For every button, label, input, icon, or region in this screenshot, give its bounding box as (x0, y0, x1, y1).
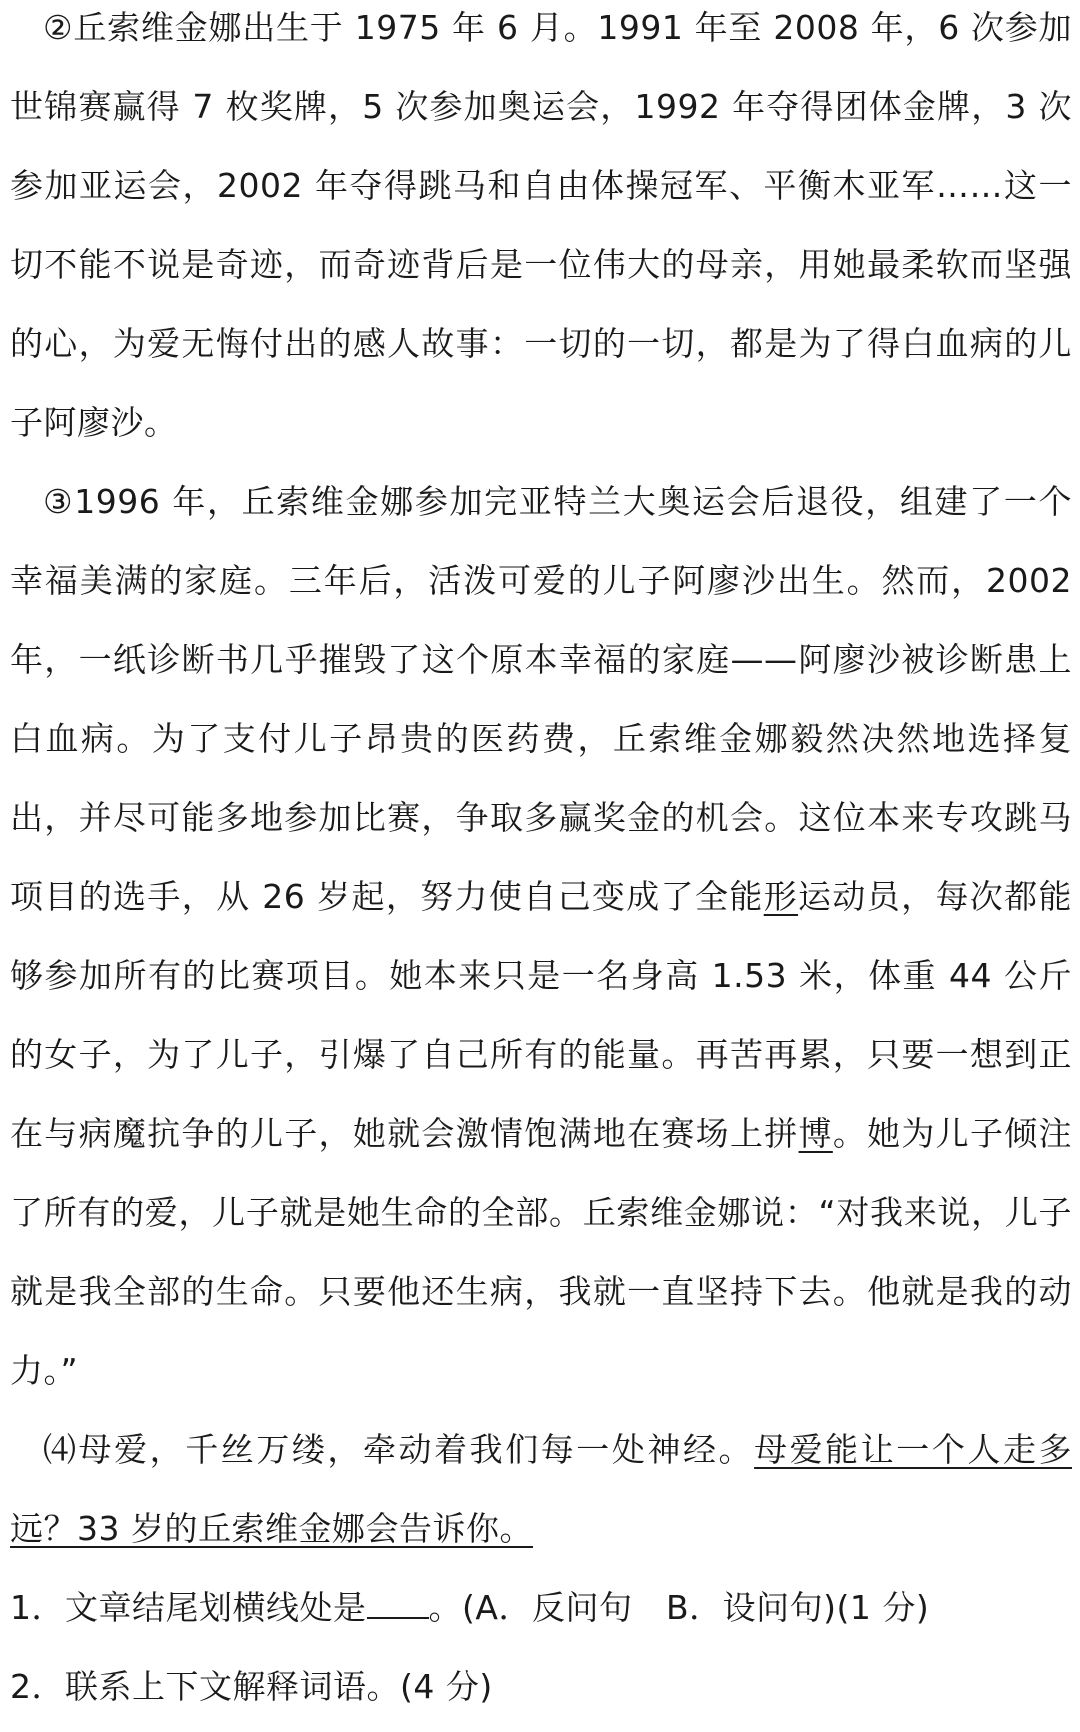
question-1-prefix: 1．文章结尾划横线处是 (10, 1588, 367, 1627)
question-1 (10, 1568, 1072, 1647)
paragraph-3-part-3: 。她为儿子倾注了所有的爱，儿子就是她生命的全部。丘索维金娜说：“对我来说，儿子就是我全部的生命。只要他还生病，我就一直坚持下去。他就是我的动力。” (10, 1114, 1073, 1390)
answer-blank[interactable] (367, 1587, 429, 1619)
underlined-word-bo: 博 (798, 1114, 833, 1153)
paragraph-3-part-2: 运动员，每次都能够参加所有的比赛项目。她本来只是一名身高 1.53 米，体重 44 公斤的女子，为了儿子，引爆了自己所有的能量。再苦再累，只要一想到正在与病魔抗争的儿子，她就会激情饱满地在赛场上拼 (10, 877, 1073, 1153)
underlined-closing-sentence: 母爱能让一个人走多远？33 岁的丘索维金娜会告诉你。 (10, 1430, 1073, 1548)
paragraph-3-part-1: ③1996 年，丘索维金娜参加完亚特兰大奥运会后退役，组建了一个幸福美满的家庭。三年后，活泼可爱的儿子阿廖沙出生。然而，2002 年，一纸诊断书几乎摧毁了这个原本幸福的家庭——阿廖沙被诊断患上白血病。为了支付儿子昂贵的医药费，丘索维金娜毅然决然地选择复出，并尽可能多地参加比赛，争取多赢奖金的机会。这位本来专攻跳马项目的选手，从 26 岁起，努力使自己变成了全能 (10, 482, 1072, 916)
paragraph-2: ②丘索维金娜出生于 1975 年 6 月。1991 年至 2008 年，6 次参加世锦赛赢得 7 枚奖牌，5 次参加奥运会，1992 年夺得团体金牌，3 次参加亚运会，2002 年夺得跳马和自由体操冠军、平衡木亚军……这一切不能不说是奇迹，而奇迹背后是一位伟大的母亲，用她最柔软而坚强的心，为爱无悔付出的感人故事：一切的一切，都是为了得白血病的儿子阿廖沙。 (10, 8, 1072, 442)
question-2: 2．联系上下文解释词语。(4 分) (10, 1667, 493, 1706)
paragraph-4-lead: ⑷母爱，千丝万缕，牵动着我们每一处神经。 (43, 1430, 755, 1469)
underlined-word-xing: 形 (763, 877, 799, 916)
paragraph-4 (10, 1410, 1072, 1568)
paragraph-3 (10, 462, 1072, 1410)
question-1-suffix: 。(A．反问句 B．设问句)(1 分) (428, 1588, 930, 1627)
